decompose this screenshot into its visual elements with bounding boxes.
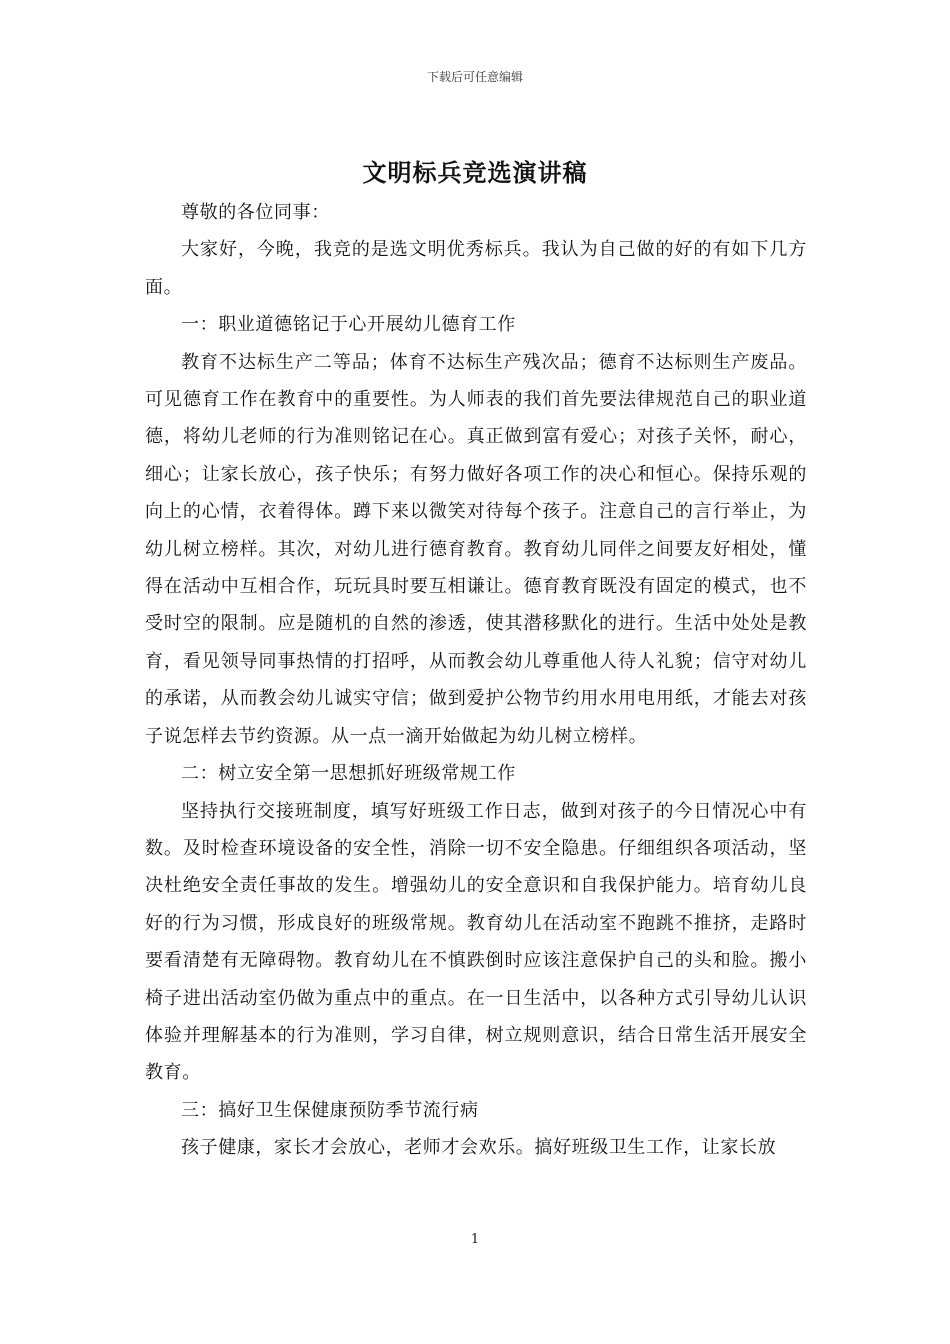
document-body bbox=[145, 194, 807, 1167]
page-number: 1 bbox=[470, 1232, 480, 1247]
section-body-2: 坚持执行交接班制度，填写好班级工作日志，做到对孩子的今日情况心中有数。及时检查环境设备的安全性，消除一切不安全隐患。仔细组织各项活动，坚决杜绝安全责任事故的发生。增强幼儿的安全意识和自我保护能力。培育幼儿良好的行为习惯，形成良好的班级常规。教育幼儿在活动室不跑跳不推挤，走路时要看清楚有无障碍物。教育幼儿在不慎跌倒时应该注意保护自己的头和脸。搬小椅子进出活动室仍做为重点中的重点。在一日生活中，以各种方式引导幼儿认识体验并理解基本的行为准则，学习自律，树立规则意识，结合日常生活开展安全教育。 bbox=[145, 800, 807, 1084]
section-heading-2: 二：树立安全第一思想抓好班级常规工作 bbox=[181, 763, 516, 785]
salutation: 尊敬的各位同事： bbox=[181, 202, 330, 223]
section-heading-3: 三：搞好卫生保健康预防季节流行病 bbox=[181, 1099, 479, 1121]
section-body-1: 教育不达标生产二等品；体育不达标生产残次品；德育不达标则生产废品。可见德育工作在教育中的重要性。为人师表的我们首先要法律规范自己的职业道德，将幼儿老师的行为准则铭记在心。真正做到富有爱心；对孩子关怀，耐心，细心；让家长放心，孩子快乐；有努力做好各项工作的决心和恒心。保持乐观的向上的心情，衣着得体。蹲下来以微笑对待每个孩子。注意自己的言行举止，为幼儿树立榜样。其次，对幼儿进行德育教育。教育幼儿同伴之间要友好相处，懂得在活动中互相合作，玩玩具时要互相谦让。德育教育既没有固定的模式，也不受时空的限制。应是随机的自然的渗透，使其潜移默化的进行。生活中处处是教育，看见领导同事热情的打招呼，从而教会幼儿尊重他人待人礼貌；信守对幼儿的承诺，从而教会幼儿诚实守信；做到爱护公物节约用水用电用纸，才能去对孩子说怎样去节约资源。从一点一滴开始做起为幼儿树立榜样。 bbox=[145, 351, 807, 747]
header-note: 下载后可任意编辑 bbox=[426, 70, 523, 84]
section-body-3: 孩子健康，家长才会放心，老师才会欢乐。搞好班级卫生工作，让家长放 bbox=[181, 1137, 777, 1159]
document-title: 文明标兵竞选演讲稿 bbox=[362, 159, 588, 187]
opening-paragraph: 大家好，今晚，我竞的是选文明优秀标兵。我认为自己做的好的有如下几方面。 bbox=[145, 239, 807, 298]
section-heading-1: 一：职业道德铭记于心开展幼儿德育工作 bbox=[181, 314, 516, 336]
